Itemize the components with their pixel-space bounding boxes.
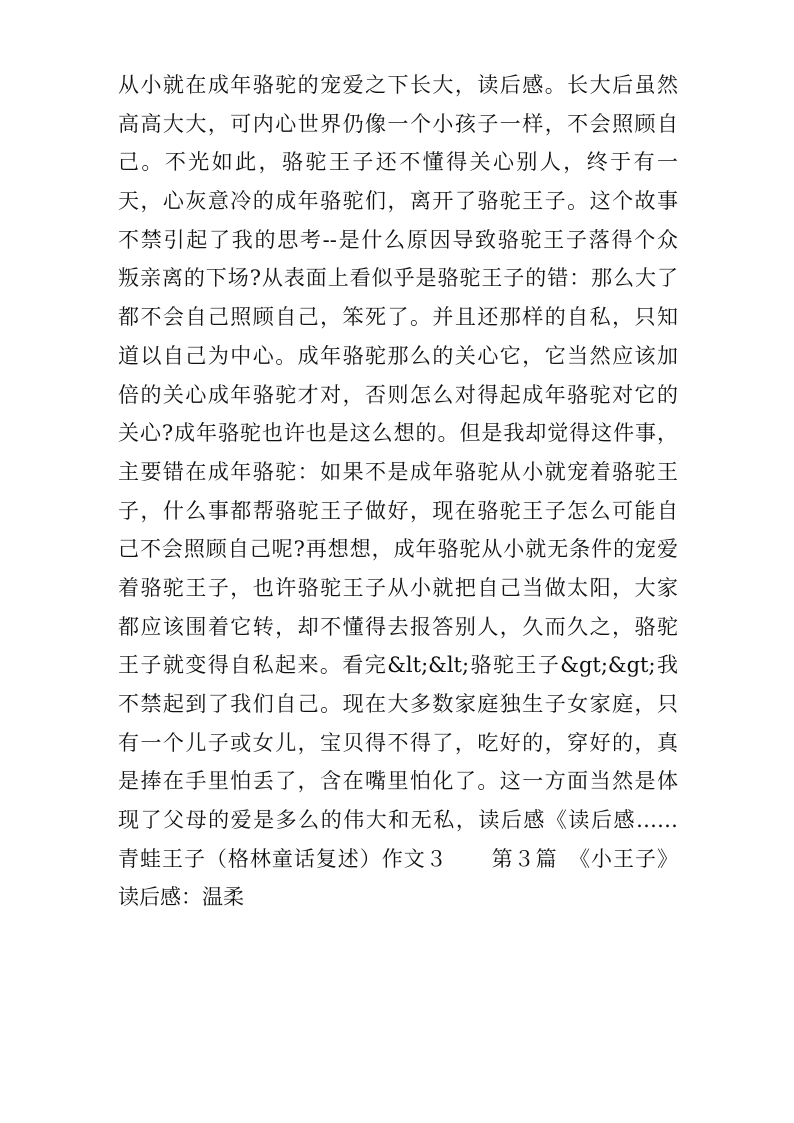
text-line: 不禁引起了我的思考--是什么原因导致骆驼王子落得个众 (118, 227, 678, 252)
text-line: 不禁起到了我们自己。现在大多数家庭独生子女家庭，只 (118, 692, 678, 716)
text-line: 有一个儿子或女儿，宝贝得不得了，吃好的，穿好的，真 (118, 730, 678, 755)
text-line: 着骆驼王子，也许骆驼王子从小就把自己当做太阳，大家 (118, 575, 678, 600)
text-line: 天，心灰意冷的成年骆驼们，离开了骆驼王子。这个故事 (118, 189, 678, 214)
text-line: 王子就变得自私起来。看完&lt;&lt;骆驼王子&gt;&gt;我 (118, 653, 678, 678)
text-line: 主要错在成年骆驼：如果不是成年骆驼从小就宠着骆驼王 (118, 459, 678, 484)
text-line: 青蛙王子（格林童话复述）作文３ 第３篇 《小王子》 (118, 846, 678, 871)
text-line: 是捧在手里怕丢了，含在嘴里怕化了。这一方面当然是体 (118, 769, 678, 794)
text-line: 己。不光如此，骆驼王子还不懂得关心别人，终于有一 (118, 150, 678, 175)
text-line: 叛亲离的下场?从表面上看似乎是骆驼王子的错：那么大了 (118, 266, 678, 291)
text-line: 道以自己为中心。成年骆驼那么的关心它，它当然应该加 (118, 343, 678, 368)
text-line: 关心?成年骆驼也许也是这么想的。但是我却觉得这件事， (118, 421, 678, 446)
text-line: 都应该围着它转，却不懂得去报答别人，久而久之，骆驼 (118, 614, 678, 639)
text-line: 己不会照顾自己呢?再想想，成年骆驼从小就无条件的宠爱 (118, 537, 678, 562)
text-line: 都不会自己照顾自己，笨死了。并且还那样的自私，只知 (118, 305, 678, 330)
text-line: 高高大大，可内心世界仍像一个小孩子一样，不会照顾自 (118, 111, 678, 136)
essay-text (118, 66, 678, 917)
text-line: 从小就在成年骆驼的宠爱之下长大，读后感。长大后虽然 (118, 73, 678, 97)
text-line: 子，什么事都帮骆驼王子做好，现在骆驼王子怎么可能自 (118, 498, 678, 523)
text-line: 现了父母的爱是多么的伟大和无私，读后感《读后感…… (118, 808, 678, 833)
text-line: 倍的关心成年骆驼才对，否则怎么对得起成年骆驼对它的 (118, 382, 678, 407)
text-line: 读后感：温柔 (118, 885, 244, 910)
